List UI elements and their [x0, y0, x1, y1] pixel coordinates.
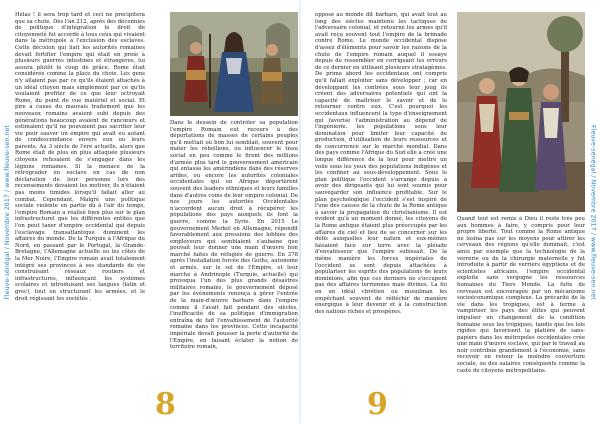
roman-figures-illustration	[170, 12, 298, 116]
right-page-column-2	[457, 216, 585, 392]
left-page-column-2	[170, 120, 298, 416]
column-4-text: Quand tout est remis à Dieu il reste très peu aux hommes à faire, y compris pour leur propre liberté. Tout comme la Rome antique ne lésina pas sur les moyens pour attirer les cerveaux des régions qu'elle dominait, c'est ainsi par exemple que la technologie de la verrerie ou de la chirurgie maternelle y fut introduite à partir de verriers égyptiens et de scientistes africains, l'empire occidental exploite sans vergogne les ressources humaines du Tiers Monde. La fuite de cerveaux est encouragée par un mécanisme socioéconomique complexe. La précarité de la vie dans les tropiques, est à terme à vampiriser les pays des élites qui peuvent impulser un changement de la condition humaine sous les tropiques, tandis que les lois rigides qui favorisent la platière de sans-papiers dans les métropoles occidentales crée une main d'œuvre esclave, qui par le travail au noir contribue grandement à l'économie, sans recevoir en retour la moindre couverture sociale, ou des salaires conséquents comme la caste de citoyens métropolitains.	[457, 216, 585, 374]
right-side-ribbon	[587, 18, 599, 406]
column-1-text: Hélas ! il sera trop tard et ceci ne précipitera que sa chute. Dès l'an 212, après des décennies de politique d'intégration le droit de citoyenneté fut accordé à tous ceux qui vivaient dans la métropole à l'exclusion des esclaves. Cette décision qui liait les autorités romaines devait fortifier l'empire qui était en proie à plusieurs guerres intestines et étrangères, lui assura plutôt le coup de grâce. Rome était considérée comme la place du choix. Les gens n'y allaient pas par ce qu'ils étaient attachés à un idéal citoyen mais simplement par ce qu'ils voulaient profiter de ce que leur octroyait Rome, du point de vue matériel et social. Et pire à cause du mauvais traitement que les nouveaux romains avaient subi depuis des générations beaucoup avaient de rancœurs et estimaient qu'il ne pouvaient pas sacrifier leur vie pour sauver un empire qui avait eu autant de condescendance envers eux ou leurs parents. Au 3 siècle de l'ère actuelle, alors que Rome était de plus en plus attaquée plusieurs citoyens refusaient de s'engager dans les légions romaines. Si la menace de la rétrograder en esclave en cas de non déclaration de leur personne lors des recensements devaient les motiver, ils n'étaient pas moins timides lorsqu'il fallait aller au combat. Cependant, Malgré une politique sociale violente en partie dû à l'air du temps, l'empire Romain a réalisé bien plus sur le plan infrastructurel que les différentes entités que l'on peut taxer d'empire occidental qui depuis l'esclavage transatlantique dominent les affaires du monde. De la Turquie à l'Afrique du Nord, en passant par le Portugal, la Grande-Bretagne, l'Allemagne actuelle ou les côtes de la Mer Noire, l'Empire romain avait totalement intégré ses provinces à ses standards de vie construisant réseaux routiers et infrastructures, influençant les systèmes scolaires et introduisant ses langues (latin et grec), tout en structurant les armées, et le droit régissant les sociétés .	[15, 12, 145, 302]
column-3-text: opposé au monde dit barbare, qui avait tout au long des siècles maintenu les tactiques de l'adversaire colonial, et retourne les armes qu'il avait reçu souvent tout l'empire de la brimade contre Rome. Le monde occidental dispose d'assez d'éléments pour savoir les raisons de la chute de l'empire romain auquel il essaye depuis de ressembler en corrigeant les erreurs de ce dernier en utilisant plusieurs stratagèmes. De prime abord les occidentaux ont compris qu'il fallait exploiter sans développer ; car en développant les contrées sous leur joug ils créent des adversaires potentiels qui ont la capacité de maîtriser le savoir et de le retourner contre eux. C'est pourquoi les occidentaux influencent la type d'enseignement qui favorise l'administration au dépend de l'ingénierie. les populations sous leur domination pour limiter leur capacité de production, d'utilisation de leurs ressources et de concurrence sur le marché mondial. Dans des pays comme l'Afrique du Sud elle a créé une longue différence de la leur pour mettre un voile sous les yeux des populations indigènes et les confiner au sous-développement. Sous le plan politique l'occident s'arrange depuis à avoir des dirigeants qui lui sont soumis pour sauvegarder son influence profitable. Sur le plan psychologique l'occident s'est inspiré de l'une des causes de la chute de la Rome antique à savoir la propagation du christianisme. Il est évident qu'à un moment donné, les citoyens de la Rome antique étaient plus préoccupés par les affaires du ciel et lieu de se concerner sur les défis auxquelles leur nation et eux-mêmes faisaient face sur terre avec la pléiade d'envahisseur que l'empire subissait. De la même manière les forces impériales de l'occident se sont depuis attachées à populariser les esprits des populations de leurs dominions, afin que ces derniers ne s'occupent pas des affaires terriennes mais divines. La foi en un idéal chrétien ou musulman les empêchant souvent de réfléchir de manière énergique à leur devenir et à la construction des nations riches et prospères.	[315, 12, 447, 315]
medieval-figures-illustration	[457, 12, 585, 212]
left-page-column-1	[15, 12, 145, 390]
medieval-figures-image	[457, 12, 585, 212]
roman-figures-image	[170, 12, 298, 116]
left-page	[0, 0, 299, 424]
page-number: 9	[367, 387, 388, 422]
left-ribbon-text: Fleuve-sénégal / Novembre 2017 / www.fleuve-sen.net	[3, 124, 11, 300]
right-page-column-1	[315, 12, 447, 404]
column-2-text: Dans le dessein de contrôler sa population l'empire Romain eut recours à des déportations de masses de certains peuples qu'il mettait où bon lui semblait, souvent pour mater les rébellions, ou influencer le tissu social en peu comme le firent des millions d'armée plus tard le gouvernement américain qui entassa les amérindiens dans des réserves arides, ou encore les autorités coloniales occidentales qui en Afrique déportèrent souvent des leaders ethniques et leurs familles dans d'autres coins de leur empire colonial. De nos jours les autorités Occidentales n'accordent aucun droit à récupérer les populations des pays auxquels ils font la guerre, comme la Syrie. En 2015 Le gouvernement Merkel en Allemagne, répondit favorablement aux pressions des lobbies des employeurs qui semblaient s'aubaine que pouvait leur donner une main d'œuvre bon marché faites de réfugiés de guerre. En 378 après l'installation forcée des Goths, autonome et armés, sur le sol de l'Empire, et leur marche à Andrinople (Turquie, actuelle) qui provoqua l'un des plus grands désastres militaires romains, le gouvernement déposé par les événements renonça à gérer l'entrée de la main-d'œuvre barbare dans l'empire comme il l'avait fait pendant des siècles, l'inefficacité de sa politique d'immigration entraîna de fait l'envahissement de l'autorité romaine dans les provinces. Cette incapacité impériale devait pousser la perte d'autorité de l'Empire, en faisant éclater la notion de territoire romain,	[170, 120, 298, 351]
right-page	[301, 0, 600, 424]
right-ribbon-text: Fleuve-sénégal / Novembre 2017 / www.fleuve-sen.net	[589, 124, 597, 300]
left-side-ribbon	[1, 18, 13, 406]
page-number: 8	[155, 387, 176, 422]
